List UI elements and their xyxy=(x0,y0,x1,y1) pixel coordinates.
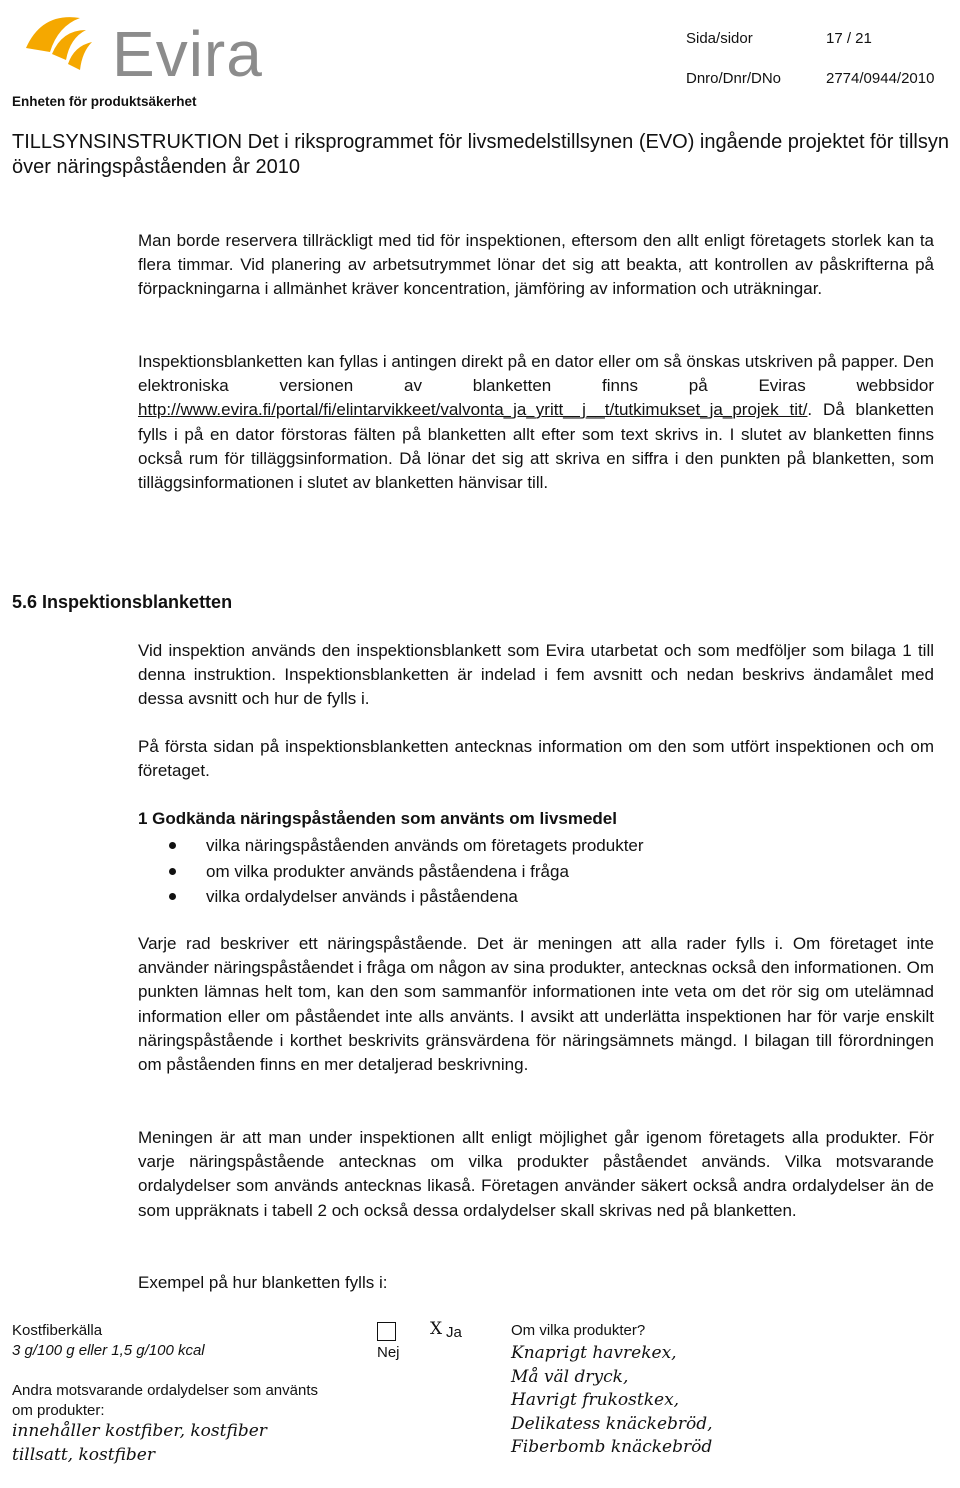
paragraph-rows: Varje rad beskriver ett näringspåstående. Det är meningen att alla rader fylls i. Om företaget inte använder näringspåståendet i fråga om någon av sina produkter, antecknas också den informationen. Om punkten lämnas helt tom, kan den som sammanför informationen inte veta om det rör sig om utelämnad information eller om påståendet inte alls använts. I avsikt att underlätta inspektionen har för varje enskilt näringspåstående i korthet beskrivits gränsvärdena för näringsämnets mängd. I bilagan till förordningen om påståenden finns en mer detaljerad beskrivning. xyxy=(138,934,934,1075)
product-list xyxy=(511,1342,713,1460)
no-label: Nej xyxy=(377,1344,400,1361)
claim-title: Kostfiberkälla xyxy=(12,1322,103,1339)
other-wordings xyxy=(12,1420,267,1467)
unit-name: Enheten för produktsäkerhet xyxy=(12,94,197,109)
paragraph-text-before-link: Inspektionsblanketten kan fyllas i antingen direkt på en dator eller om så önskas utskriven på papper. Den elektroniska versionen av blanketten finns på Eviras webbsidor xyxy=(138,352,934,396)
list-item: Havrigt frukostkex, xyxy=(511,1390,680,1410)
yes-mark: X xyxy=(430,1319,443,1339)
logo-text: Evira xyxy=(112,18,263,90)
list-item: vilka näringspåståenden används om företagets produkter xyxy=(138,833,934,859)
evira-logo xyxy=(22,8,272,88)
page-label: Sida/sidor xyxy=(686,30,753,47)
list-item: Må väl dryck, xyxy=(511,1366,629,1387)
products-title: Om vilka produkter? xyxy=(511,1322,646,1339)
paragraph-example: Exempel på hur blanketten fylls i: xyxy=(138,1273,388,1292)
list-item: Delikatess knäckebröd, xyxy=(511,1413,713,1434)
yes-label: Ja xyxy=(446,1324,462,1341)
list-item: Fiberbomb knäckebröd xyxy=(511,1437,713,1457)
list-item: tillsatt, kostfiber xyxy=(12,1444,155,1465)
sun-logo-icon xyxy=(22,8,117,88)
paragraph-first-page: På första sidan på inspektionsblanketten antecknas information om den som utfört inspektionen och om företaget. xyxy=(138,737,934,781)
claim-limit: 3 g/100 g eller 1,5 g/100 kcal xyxy=(12,1342,205,1359)
list-item: om vilka produkter används påståendena i fråga xyxy=(138,859,934,885)
list-item: vilka ordalydelser används i påståendena xyxy=(138,884,934,910)
paragraph-products: Meningen är att man under inspektionen allt enligt möjlighet går igenom företagets alla produkter. För varje näringspåstående antecknas om vilka produkter påståendet används. Vilka motsvarande ordalydelser som används antecknas likaså. Företagen använder säkert också andra ordalydelser än de som uppräknats i tabell 2 och också dessa ordalydelser skall skrivas ned på blanketten. xyxy=(138,1128,934,1220)
list-item: Knaprigt havrekex, xyxy=(511,1343,677,1363)
dnro-label: Dnro/Dnr/DNo xyxy=(686,70,782,87)
paragraph-electronic-form xyxy=(138,350,934,495)
no-checkbox[interactable] xyxy=(377,1322,396,1341)
evira-web-link[interactable]: http://www.evira.fi/portal/fi/elintarvikkeet/valvonta_ja_yritt__j__t/tutkimukset_ja_projek tit/ xyxy=(138,400,808,420)
document-title: TILLSYNSINSTRUKTION Det i riksprogrammet för livsmedelstillsynen (EVO) ingående projektet för tillsyn över näringspåståenden år 2010 xyxy=(12,131,949,178)
page-value: 17 / 21 xyxy=(826,30,872,47)
paragraph-text-after-link: . Då blanketten fylls i på en dator förstoras fälten på blanketten allt efter som text skrivs in. I slutet av blanketten finns också rum för tilläggsinformation. Då lönar det sig att skriva en siffra i den punkten på blanketten, som tilläggsinformationen i slutet av blanketten hänvisar till. xyxy=(138,400,934,493)
list-heading: 1 Godkända näringspåståenden som använts om livsmedel xyxy=(138,809,617,828)
other-wordings-label: Andra motsvarande ordalydelser som använts om produkter: xyxy=(12,1382,318,1419)
dnro-value: 2774/0944/2010 xyxy=(826,70,935,87)
paragraph-time: Man borde reservera tillräckligt med tid för inspektionen, eftersom den allt enligt företagets storlek kan ta flera timmar. Vid planering av arbetsutrymmet lönar det sig att beakta, att kontrollen av påskrifterna på förpackningarna i allmänhet kräver koncentration, jämföring av information och uträkningar. xyxy=(138,231,934,299)
bullet-list xyxy=(138,833,934,910)
list-item: innehåller kostfiber, kostfiber xyxy=(12,1421,267,1441)
paragraph-form-intro: Vid inspektion används den inspektionsblankett som Evira utarbetat och som medföljer som bilaga 1 till denna instruktion. Inspektionsblanketten är indelad i fem avsnitt och nedan beskrivs ändamålet med dessa avsnitt och hur de fylls i. xyxy=(138,641,934,709)
section-heading: 5.6 Inspektionsblanketten xyxy=(12,592,233,612)
